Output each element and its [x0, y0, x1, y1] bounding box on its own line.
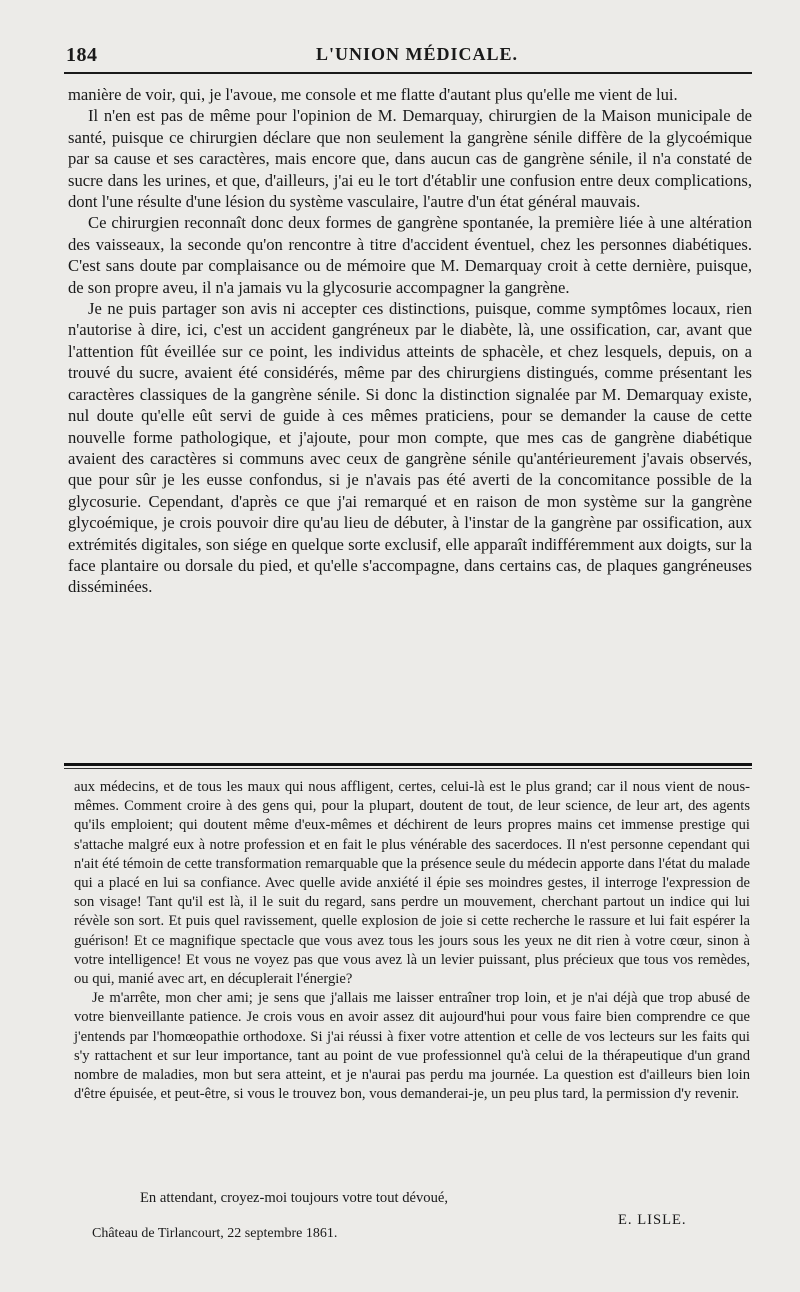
paragraph: Je ne puis partager son avis ni accepter ces distinctions, puisque, comme symptômes locaux, rien n'autorise à dire, ici, c'est un accident gangréneux par le diabète, là, une ossification, car, avant que l'attention fût éveillée sur ce point, les individus atteints de sphacèle, et chez lesquels, depuis, on a trouvé du sucre, avaient été considérés, même par des chirurgiens distingués, comme présentant les caractères classiques de la gangrène sénile. Si donc la distinction signalée par M. Demarquay existe, nul doute qu'elle eût servi de guide à ces mêmes praticiens, pour se demander la cause de cette nouvelle forme pathologique, et j'ajoute, pour mon compte, que mes cas de gangrène diabétique avaient des caractères si communs avec ceux de gangrène sénile qu'antérieurement j'avais observés, que pour sûr je les eusse confondus, si je n'avais pas été averti de la concomitance possible de la glycosurie. Cependant, d'après ce que j'ai remarqué et en raison de mon système sur la gangrène glycoémique, je crois pouvoir dire qu'au lieu de débuter, à l'instar de la gangrène par ossification, aux extrémités digitales, son siége en quelque sorte exclusif, elle apparaît indifféremment aux doigts, sur la face plantaire ou dorsale du pied, et qu'elle s'accompagne, dans certains cas, de plaques gangréneuses disséminées. [68, 299, 752, 597]
paragraph: Ce chirurgien reconnaît donc deux formes de gangrène spontanée, la première liée à une altération des vaisseaux, la seconde qu'on rencontre à titre d'accident éventuel, chez les personnes diabétiques. C'est sans doute par complaisance ou de mémoire que M. Demarquay croit à cette dernière, puisque, de son propre aveu, il n'a jamais vu la glycosurie accompagner la gangrène. [68, 213, 752, 297]
place-date-line: Château de Tirlancourt, 22 septembre 1861. [92, 1226, 338, 1241]
paragraph: Je m'arrête, mon cher ami; je sens que j'allais me laisser entraîner trop loin, et je n'ai déjà que trop abusé de votre bienveillante patience. Je crois vous en avoir assez dit aujourd'hui pour vous faire bien comprendre ce que j'entends par l'homœopathie orthodoxe. Si j'ai réussi à fixer votre attention et celle de vos lecteurs sur les faits qui s'y rattachent et sur leur importance, tant au point de vue professionnel qu'à celui de la thérapeutique d'un grand nombre de maladies, mon but sera atteint, et je n'aurai pas perdu ma journée. La question est d'ailleurs bien loin d'être épuisée, et peut-être, si vous le trouvez bon, vous demanderai-je, un peu plus tard, la permission d'y revenir. [74, 990, 750, 1103]
page-number: 184 [66, 44, 98, 66]
header-rule [64, 72, 752, 74]
main-article-text [68, 84, 752, 598]
feuilleton-text [74, 778, 750, 1104]
author-signature: E. LISLE. [618, 1212, 687, 1228]
running-title: L'UNION MÉDICALE. [316, 44, 519, 64]
page-header [66, 44, 750, 70]
paragraph: manière de voir, qui, je l'avoue, me console et me flatte d'autant plus qu'elle me vient de lui. [68, 85, 678, 104]
paragraph: Il n'en est pas de même pour l'opinion de M. Demarquay, chirurgien de la Maison municipale de santé, puisque ce chirurgien déclare que non seulement la gangrène sénile diffère de la glycoémique par sa cause et ses caractères, mais encore que, dans aucun cas de gangrène sénile, il n'a constaté de sucre dans les urines, et que, d'ailleurs, j'ai eu le tort d'établir une confusion entre deux complications, dont l'une résulte d'une lésion du système vasculaire, l'autre d'un état général mauvais. [68, 106, 752, 212]
paragraph: aux médecins, et de tous les maux qui nous affligent, certes, celui-là est le plus grand; car il nous vient de nous-mêmes. Comment croire à des gens qui, pour la plupart, doutent de tout, de leur science, de leur art, des agents qu'ils emploient; qui doutent même d'eux-mêmes et déchirent de leurs propres mains cet immense prestige qui s'attache malgré eux à notre profession et en fait le plus vénérable des sacerdoces. Il n'est personne cependant qui n'ait été témoin de cette transformation remarquable que la présence seule du médecin apporte dans l'état du malade qui a placé en lui sa confiance. Avec quelle avide anxiété il épie ses moindres gestes, il interroge l'expression de son visage! Tant qu'il est là, il le suit du regard, sans perdre un mouvement, cherchant partout un indice qui lui révèle son sort. Et puis quel ravissement, quelle explosion de joie si cette recherche le rassure et lui fait espérer la guérison! Et ce magnifique spectacle que vous avez tous les jours sous les yeux ne dit rien à votre cœur, sinon à votre intelligence! Et vous ne voyez pas que vous avez là un levier puissant, plus précieux que tous vos remèdes, ou qui, manié avec art, en décuplerait l'énergie? [74, 779, 750, 988]
letter-signoff: En attendant, croyez-moi toujours votre tout dévoué, [140, 1190, 449, 1206]
feuilleton-separator [64, 763, 752, 766]
feuilleton-separator-thin [64, 768, 752, 769]
